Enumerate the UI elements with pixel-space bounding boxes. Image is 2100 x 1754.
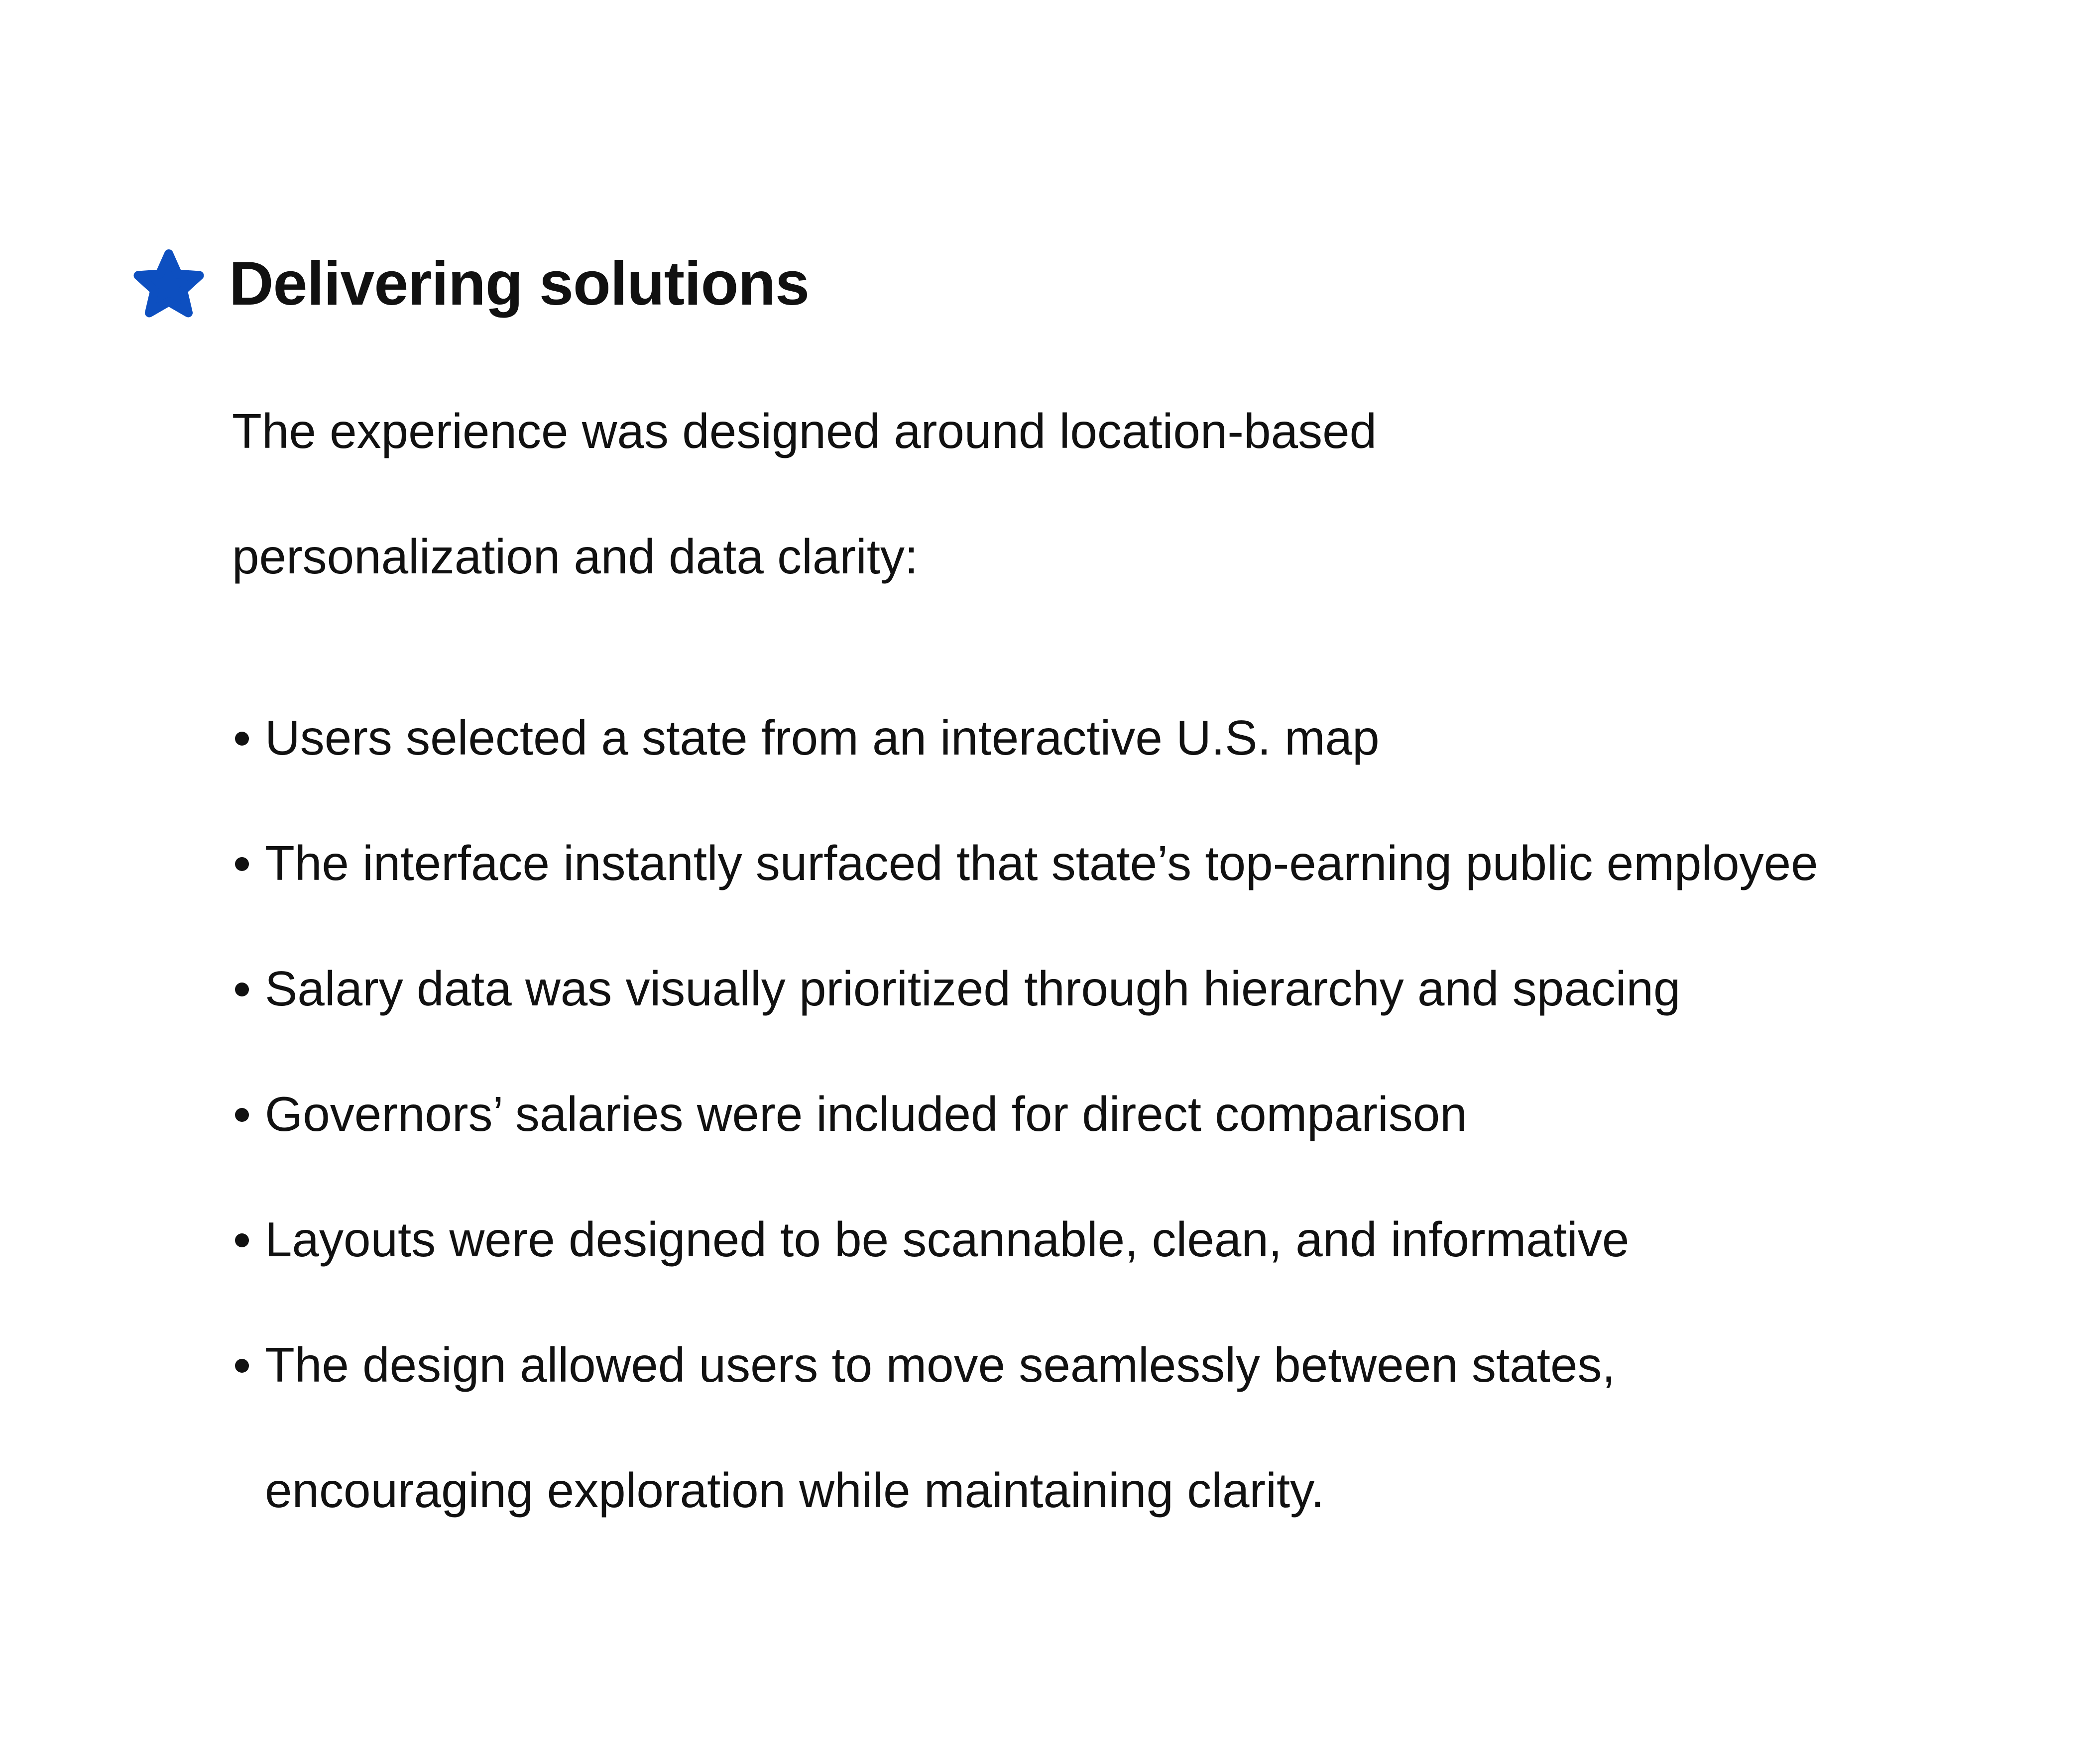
intro-line: The experience was designed around location-based	[232, 404, 1377, 458]
list-item-text: Layouts were designed to be scannable, clean, and informative	[265, 1212, 1630, 1267]
list-item-text: The interface instantly surfaced that state’s top-earning public employee	[265, 836, 1818, 890]
list-item	[232, 675, 1818, 800]
list-item	[232, 1177, 1818, 1302]
list-item-text: Users selected a state from an interactive U.S. map	[265, 710, 1380, 765]
list-item	[232, 926, 1818, 1051]
list-item-text: The design allowed users to move seamlessly between states,	[265, 1337, 1616, 1392]
star-icon	[131, 246, 206, 321]
solution-list	[232, 675, 1818, 1553]
list-item-text: encouraging exploration while maintaining clarity.	[265, 1463, 1325, 1518]
section-title: Delivering solutions	[229, 249, 810, 318]
intro-line: personalization and data clarity:	[232, 529, 919, 584]
list-item-text: Governors’ salaries were included for direct comparison	[265, 1087, 1467, 1141]
list-item	[232, 1302, 1818, 1553]
section-header	[131, 239, 809, 329]
list-item-text: Salary data was visually prioritized through hierarchy and spacing	[265, 961, 1681, 1016]
list-item	[232, 800, 1818, 926]
intro-paragraph	[232, 368, 1975, 619]
list-item	[232, 1051, 1818, 1177]
